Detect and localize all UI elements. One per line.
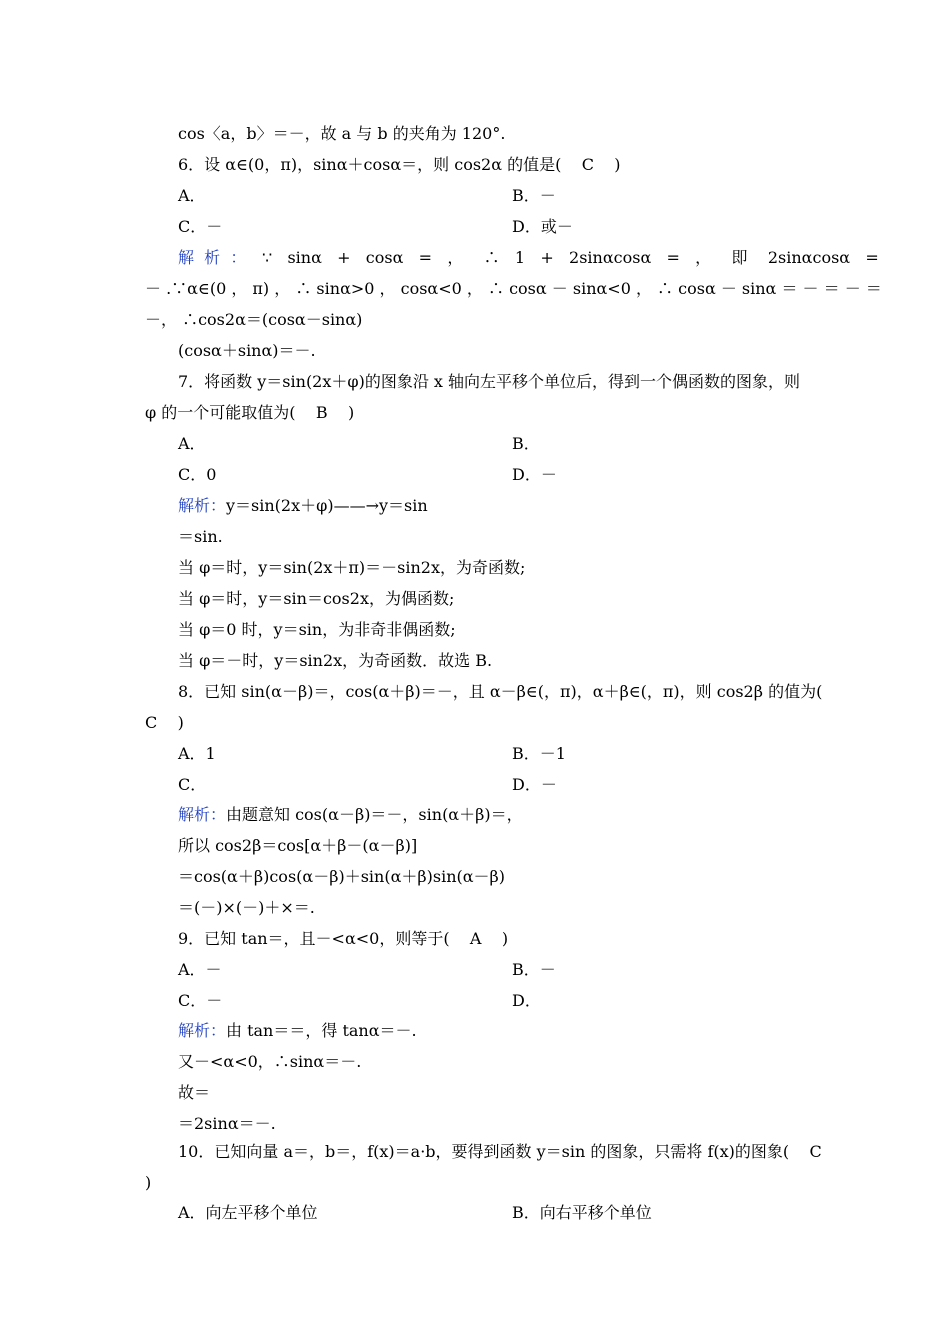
text-segment: 9．已知 tan＝，且－<α<0，则等于( A ) [178,929,509,948]
text-segment: B．向右平移个单位 [512,1203,652,1222]
text-segment: (cosα＋sinα)＝－. [178,341,316,360]
text-segment: B． [512,434,540,453]
text-line [0,1201,950,1225]
text-line [0,958,950,982]
text-segment: 又－<α<0，∴sinα＝－. [178,1052,362,1071]
text-segment: A． [178,186,206,205]
text-segment: ) [145,1173,152,1192]
text-segment: 当 φ＝时，y＝sin＝cos2x，为偶函数; [178,589,455,608]
text-segment: cos〈a，b〉＝－，故 a 与 b 的夹角为 120°. [178,124,506,143]
solution-label: 解析： [178,496,227,515]
text-segment: C ) [145,713,184,732]
text-line [0,649,950,673]
text-segment: 6．设 α∈(0，π)，sinα＋cosα＝，则 cos2α 的值是( C ) [178,155,621,174]
text-segment: 故＝ [178,1083,211,1102]
text-segment: 当 φ＝0 时，y＝sin，为非奇非偶函数; [178,620,456,639]
text-segment: B．－ [512,960,556,979]
text-line [0,246,950,270]
text-segment: D．－ [512,465,557,484]
text-segment: φ 的一个可能取值为( B ) [145,403,355,422]
solution-label: 解析： [178,805,227,824]
text-line [0,401,950,425]
text-segment: y＝sin(2x＋φ)——→y＝sin [226,496,428,515]
text-line [0,1140,950,1164]
text-line [0,1050,950,1074]
text-line [0,308,950,332]
text-line [0,556,950,580]
text-line [0,370,950,394]
text-line [0,803,950,827]
text-line [0,896,950,920]
text-line [0,1019,950,1043]
text-segment: A． [178,434,206,453]
text-line [0,711,950,735]
text-line [0,122,950,146]
text-segment: C．0 [178,465,217,484]
text-line [0,865,950,889]
text-line [0,989,950,1013]
text-segment: A．向左平移个单位 [178,1203,318,1222]
text-segment: 当 φ＝－时，y＝sin2x，为奇函数．故选 B. [178,651,493,670]
text-segment: 所以 cos2β＝cos[α＋β－(α－β)] [178,836,418,855]
text-line [0,742,950,766]
text-segment: 7．将函数 y＝sin(2x＋φ)的图象沿 x 轴向左平移个单位后，得到一个偶函数的图象，则 [178,372,801,391]
text-segment: D．－ [512,775,557,794]
text-segment: C．－ [178,217,223,236]
text-segment: ＝(－)×(－)＋×＝. [178,898,315,917]
text-segment: ＝2sinα＝－. [178,1114,276,1133]
text-line [0,680,950,704]
text-segment: A．－ [178,960,222,979]
text-segment: －， ∴cos2α＝(cosα－sinα) [145,310,363,329]
text-line [0,525,950,549]
text-line [0,618,950,642]
text-line [0,773,950,797]
text-line [0,215,950,239]
text-segment: B．－ [512,186,556,205]
text-line [0,834,950,858]
text-segment: ＝cos(α＋β)cos(α－β)＋sin(α＋β)sin(α－β) [178,867,506,886]
text-segment: 当 φ＝时，y＝sin(2x＋π)＝－sin2x，为奇函数; [178,558,526,577]
text-segment: C．－ [178,991,223,1010]
text-line [0,153,950,177]
solution-label: 解析： [178,1021,227,1040]
text-line [0,184,950,208]
text-segment: B．－1 [512,744,566,763]
text-line [0,494,950,518]
text-segment: 10．已知向量 a＝，b＝，f(x)＝a·b，要得到函数 y＝sin 的图象，只需将 f(x)的图象( C [178,1142,822,1161]
solution-label: 解 析 ： [178,248,247,267]
text-line [0,927,950,951]
text-segment: A．1 [178,744,216,763]
text-segment: 8．已知 sin(α－β)＝，cos(α＋β)＝－，且 α－β∈(，π)，α＋β∈(，π)，则 cos2β 的值为( [178,682,823,701]
text-segment: 由 tan＝＝，得 tanα＝－. [226,1021,417,1040]
text-segment: 由题意知 cos(α－β)＝－，sin(α＋β)＝， [226,805,523,824]
text-line [0,339,950,363]
text-line [0,432,950,456]
text-segment: D． [512,991,541,1010]
text-line [0,587,950,611]
text-segment: － .∵α∈(0 ， π) ， ∴ sinα>0 ， cosα<0 ， ∴ cosα － sinα<0 ， ∴ cosα － sinα ＝ － ＝ － ＝ [145,279,882,298]
text-segment: ＝sin. [178,527,223,546]
text-line [0,1171,950,1195]
text-segment: D．或－ [512,217,573,236]
text-line [0,1081,950,1105]
text-segment: ∵ sinα + cosα = ， ∴ 1 + 2sinαcosα = ， 即 2sinαcosα = [262,248,879,267]
text-line [0,463,950,487]
text-line [0,1112,950,1136]
text-line [0,277,950,301]
text-segment: C． [178,775,207,794]
